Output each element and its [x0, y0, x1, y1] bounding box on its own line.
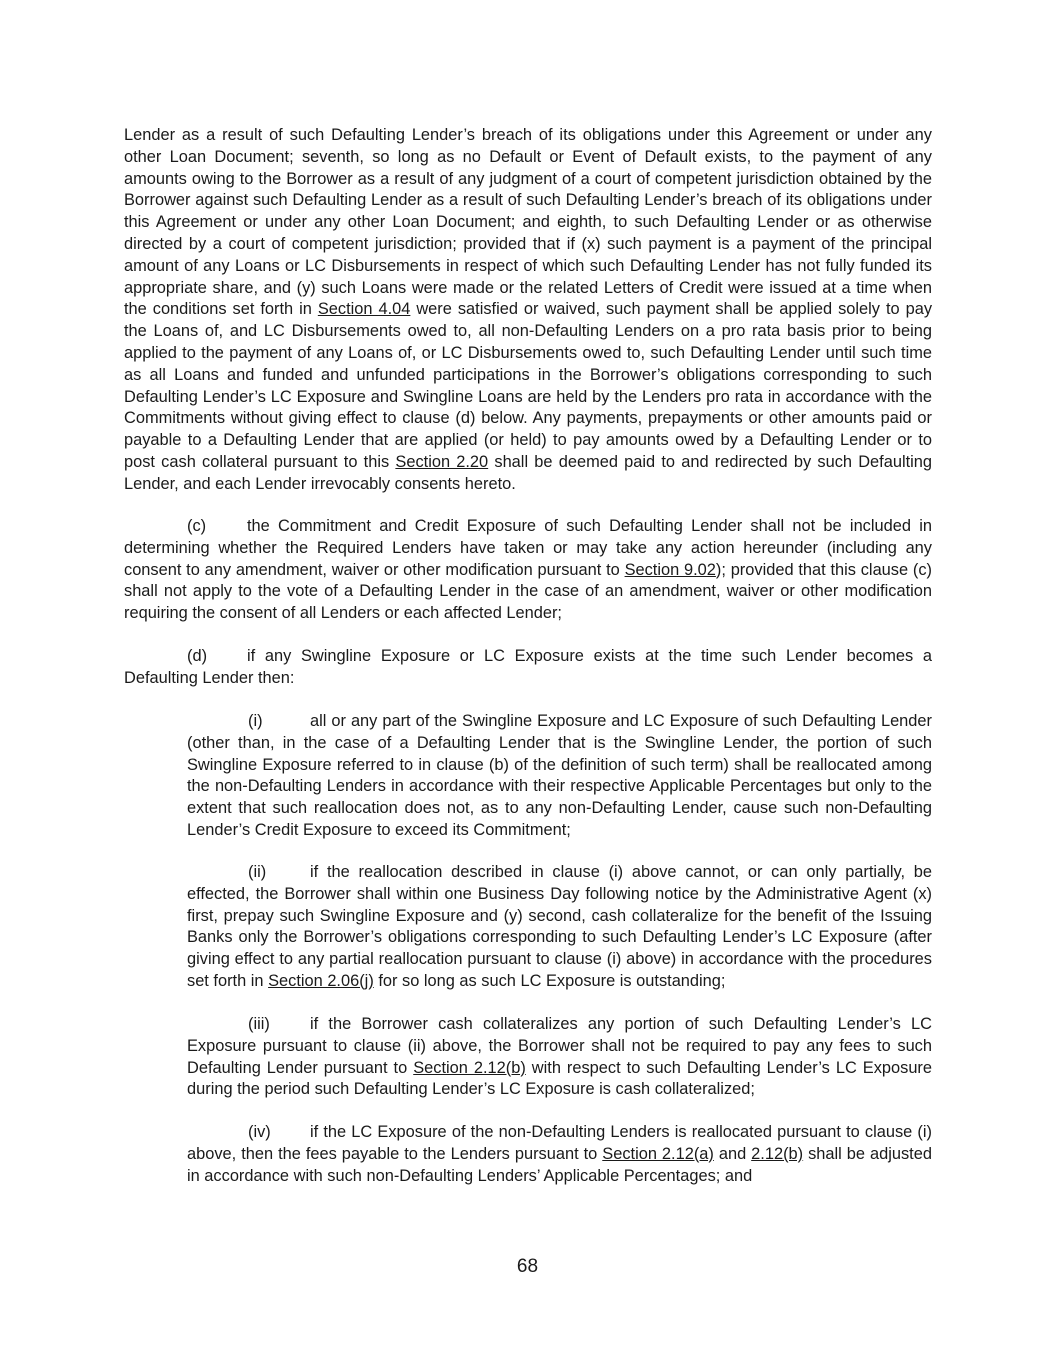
text-run: if the Borrower cash collateralizes any portion of such Defaulting Lender’s LC Exposure pursuant to clause (ii) above, the Borrower shall not be required to pay any fees to such Defaulting Lender pursuant to [187, 1015, 932, 1077]
section-reference-link[interactable]: Section 2.12(b) [413, 1058, 526, 1077]
text-run: all or any part of the Swingline Exposure and LC Exposure of such Defaulting Lender (other than, in the case of a Defaulting Lender that is the Swingline Lender, the portion of such Swingline Exposure referred to in clause (b) of the definition of such term) shall be reallocated among the non-Defaulting Lenders in accordance with their respective Applicable Percentages but only to the extent that such reallocation does not, as to any non-Defaulting Lender, cause such non-Defaulting Lender’s Credit Exposure to exceed its Commitment; [187, 712, 932, 839]
clause-label: (iii) [248, 1015, 270, 1033]
text-run: if the LC Exposure of the non-Defaulting Lenders is reallocated pursuant to clause (i) above, then the fees payable to the Lenders pursuant to [187, 1123, 932, 1163]
text-run: shall be adjusted in accordance with such non-Defaulting Lenders’ Applicable Percentages; and [187, 1144, 932, 1185]
text-run: the Commitment and Credit Exposure of such Defaulting Lender shall not be included in determining whether the Required Lenders have taken or may take any action hereunder (including any consent to any amendment, waiver or other modification pursuant to [124, 517, 932, 579]
clause-iii-paragraph [187, 1014, 932, 1101]
clause-d-paragraph [124, 646, 932, 690]
text-run: shall be deemed paid to and redirected by such Defaulting Lender, and each Lender irrevocably consents hereto. [124, 452, 933, 493]
clause-c-paragraph [124, 516, 932, 625]
section-reference-link[interactable]: Section 2.12(a) [602, 1144, 714, 1163]
section-reference-link[interactable]: Section 9.02 [624, 560, 716, 579]
clause-iv-paragraph [187, 1122, 932, 1187]
text-run: ); provided that this clause (c) shall not apply to the vote of a Defaulting Lender in the case of an amendment, waiver or other modification requiring the consent of all Lenders or each affected Lender; [124, 560, 932, 623]
section-reference-link[interactable]: Section 2.20 [395, 452, 489, 471]
clause-label: (iv) [248, 1123, 271, 1141]
clause-ii-paragraph [187, 862, 932, 993]
continuation-paragraph [124, 125, 932, 496]
text-run: if any Swingline Exposure or LC Exposure exists at the time such Lender becomes a Defaulting Lender then: [124, 647, 932, 687]
clause-label: (c) [187, 517, 207, 535]
section-reference-link[interactable]: Section 2.06(j) [268, 971, 374, 990]
section-reference-link[interactable]: 2.12(b) [751, 1144, 804, 1163]
text-run: if the reallocation described in clause (i) above cannot, or can only partially, be effected, the Borrower shall within one Business Day following notice by the Administrative Agent (x) first, prepay such Swingline Exposure and (y) second, cash collateralize for the benefit of the Issuing Banks only the Borrower’s obligations corresponding to such Defaulting Lender’s LC Exposure (after giving effect to any partial reallocation pursuant to clause (i) above) in accordance with the procedures set forth in [187, 863, 932, 990]
clause-label: (ii) [248, 863, 267, 881]
clause-label: (i) [248, 712, 263, 730]
text-run: were satisfied or waived, such payment shall be applied solely to pay the Loans of, and LC Disbursements owed to, all non-Defaulting Lenders on a pro rata basis prior to being applied to the payment of any Loans of, or LC Disbursements owed to, such Defaulting Lender until such time as all Loans and funded and unfunded participations in the Borrower’s obligations corresponding to such Defaulting Lender’s LC Exposure and Swingline Loans are held by the Lenders pro rata in accordance with the Commitments without giving effect to clause (d) below. Any payments, prepayments or other amounts paid or payable to a Defaulting Lender that are applied (or held) to pay amounts owed by a Defaulting Lender or to post cash collateral pursuant to this [124, 300, 933, 471]
text-run: Lender as a result of such Defaulting Lender’s breach of its obligations under this Agreement or under any other Loan Document; seventh, so long as no Default or Event of Default exists, to the payment of any amounts owing to the Borrower as a result of any judgment of a court of competent jurisdiction obtained by the Borrower against such Defaulting Lender as a result of such Defaulting Lender’s breach of its obligations under this Agreement or under any other Loan Document; and eighth, to such Defaulting Lender or as otherwise directed by a court of competent jurisdiction; provided that if (x) such payment is a payment of the principal amount of any Loans or LC Disbursements in respect of which such Defaulting Lender has not fully funded its appropriate share, and (y) such Loans were made or the related Letters of Credit were issued at a time when the conditions set forth in [124, 126, 932, 319]
text-run: and [713, 1144, 752, 1163]
page-number: 68 [516, 1256, 539, 1277]
text-run: for so long as such LC Exposure is outstanding; [373, 971, 726, 990]
clause-label: (d) [187, 647, 208, 665]
section-reference-link[interactable]: Section 4.04 [317, 300, 411, 319]
text-run: with respect to such Defaulting Lender’s LC Exposure during the period such Defaulting Lender’s LC Exposure is cash collateralized; [187, 1058, 933, 1099]
clause-i-paragraph [187, 711, 932, 842]
